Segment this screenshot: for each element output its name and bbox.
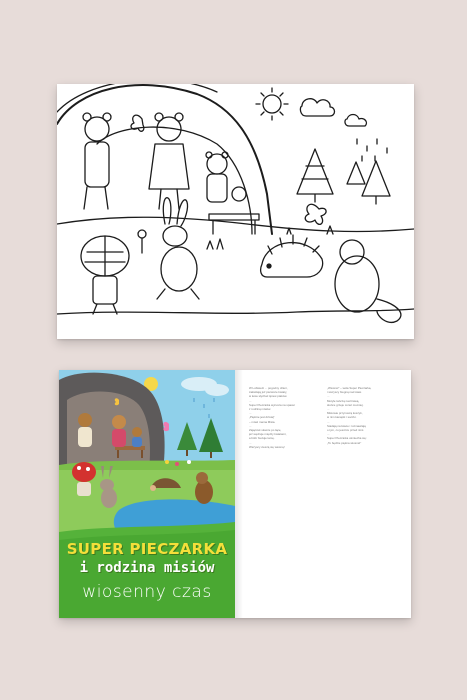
coloring-page [57,84,414,339]
rabbit-drawing [157,198,199,299]
poem-column-1: W Lubiwerii ... pogodny dzień, zakwitają już pierwsze kwiaty, w lesie słychać śpiew ptaków. ... Super Pieczarka wyrusza na spacer z rodziną misiów. ... „Pięknie jest dzisiaj” – mówi mama Misia. ... Zajączek skacze po łące, jeż wędruje między kwiatami, a bóbr buduje tamę. ... Wszyscy cieszą się wiosną! [249,386,296,449]
butterfly-drawing [131,115,144,131]
mushroom-hero-drawing [81,236,129,314]
trees-drawing [297,149,390,204]
booklet-cover [59,370,235,618]
booklet-spread [59,370,411,618]
hedgehog-drawing [261,235,323,277]
cover-title-line3: wiosenny czas [82,582,212,602]
cover-title-line1: SUPER PIECZARKA [66,540,228,558]
cover-title-block [59,540,235,602]
sun-drawing [256,88,288,120]
cover-title-line2: i rodzina misiów [79,560,215,576]
booklet-spine [235,370,243,618]
coloring-illustration [57,84,414,339]
poem-column-2: „Wiosna!” – woła Super Pieczarka, i wszyscy biegną nad staw. ... Motyle tańczą nad trawą, słońce grzeje coraz mocniej. ... Misiowie przynoszą koszyk, w nim kanapki i soczki. ... Siadają na ławce i rozmawiają o tym, co jeszcze przed nimi. ... Super Pieczarka uśmiecha się: „To będzie piękna wiosna!” [327,386,372,445]
